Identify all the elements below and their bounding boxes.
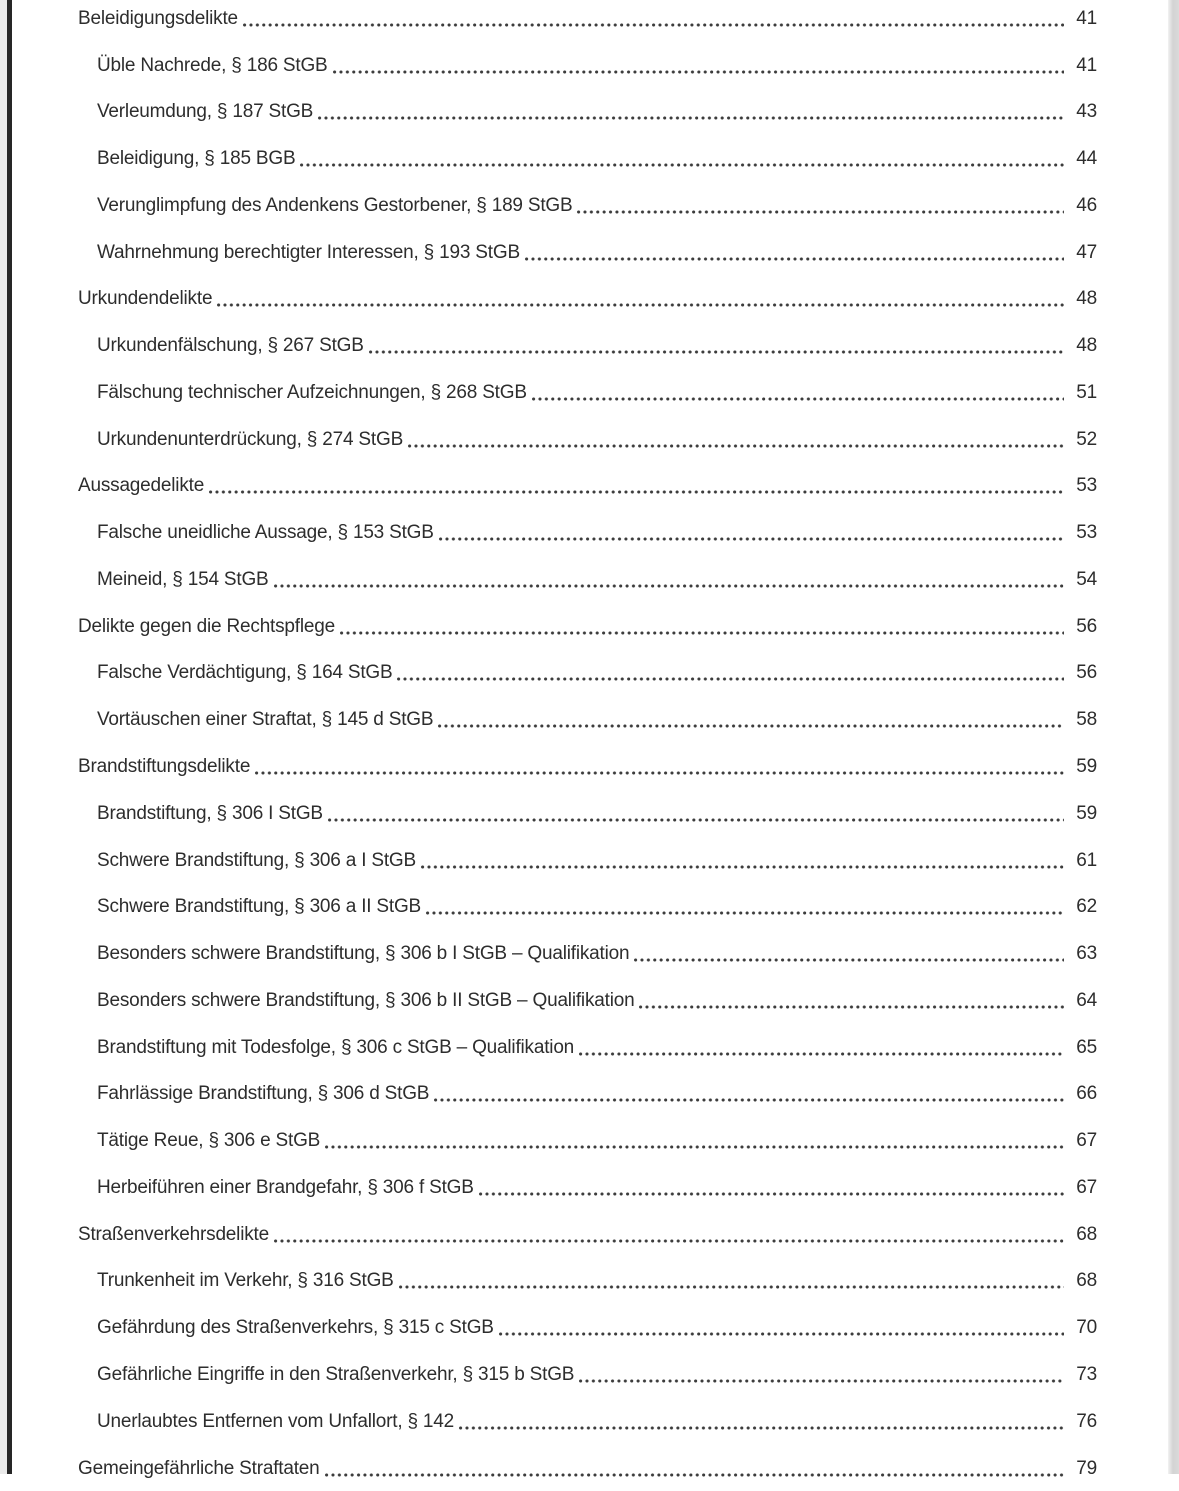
toc-entry-label: Üble Nachrede, § 186 StGB xyxy=(97,54,328,76)
toc-entry-page-number: 64 xyxy=(1076,989,1097,1011)
toc-entry-page-number: 46 xyxy=(1076,194,1097,216)
toc-entry-page-number: 68 xyxy=(1076,1223,1097,1245)
toc-entry-label: Falsche Verdächtigung, § 164 StGB xyxy=(97,662,393,684)
toc-entry-page-number: 54 xyxy=(1076,568,1097,590)
toc-entry[interactable] xyxy=(78,789,1097,836)
toc-entry[interactable] xyxy=(78,1397,1097,1444)
dot-leader xyxy=(333,70,1064,74)
toc-entry[interactable] xyxy=(78,1444,1097,1491)
toc-entry-label: Urkundenfälschung, § 267 StGB xyxy=(97,335,364,357)
toc-entry-label: Trunkenheit im Verkehr, § 316 StGB xyxy=(97,1270,394,1292)
toc-entry-label: Straßenverkehrsdelikte xyxy=(78,1223,269,1245)
dot-leader xyxy=(525,257,1064,261)
dot-leader xyxy=(325,1145,1064,1149)
toc-entry-page-number: 56 xyxy=(1076,662,1097,684)
toc-entry[interactable] xyxy=(78,508,1097,555)
toc-entry-page-number: 68 xyxy=(1076,1270,1097,1292)
toc-entry-label: Brandstiftung, § 306 I StGB xyxy=(97,802,323,824)
dot-leader xyxy=(499,1332,1064,1336)
scrollbar-track[interactable] xyxy=(1168,0,1179,1474)
toc-entry-label: Schwere Brandstiftung, § 306 a I StGB xyxy=(97,849,416,871)
toc-entry-page-number: 59 xyxy=(1076,756,1097,778)
toc-entry[interactable] xyxy=(78,1210,1097,1257)
toc-entry-page-number: 65 xyxy=(1076,1036,1097,1058)
toc-entry[interactable] xyxy=(78,976,1097,1023)
toc-entry-page-number: 47 xyxy=(1076,241,1097,263)
toc-entry-label: Verleumdung, § 187 StGB xyxy=(97,101,314,123)
toc-entry[interactable] xyxy=(78,1350,1097,1397)
toc-entry[interactable] xyxy=(78,228,1097,275)
dot-leader xyxy=(217,303,1064,307)
toc-entry-label: Brandstiftungsdelikte xyxy=(78,756,251,778)
toc-entry[interactable] xyxy=(78,321,1097,368)
dot-leader xyxy=(328,818,1064,822)
toc-entry-page-number: 53 xyxy=(1076,475,1097,497)
toc-entry-page-number: 79 xyxy=(1076,1457,1097,1479)
toc-entry[interactable] xyxy=(78,415,1097,462)
toc-entry-label: Wahrnehmung berechtigter Interessen, § 193 StGB xyxy=(97,241,520,263)
toc-entry[interactable] xyxy=(78,368,1097,415)
dot-leader xyxy=(459,1426,1064,1430)
dot-leader xyxy=(209,490,1064,494)
dot-leader xyxy=(369,350,1064,354)
dot-leader xyxy=(408,444,1064,448)
toc-entry-page-number: 41 xyxy=(1076,7,1097,29)
toc-entry-page-number: 53 xyxy=(1076,522,1097,544)
dot-leader xyxy=(325,1473,1064,1477)
toc-entry-label: Urkundenunterdrückung, § 274 StGB xyxy=(97,428,404,450)
page-edge-border xyxy=(7,0,12,1474)
toc-entry-label: Herbeiführen einer Brandgefahr, § 306 f StGB xyxy=(97,1176,474,1198)
toc-entry-label: Gefährliche Eingriffe in den Straßenverkehr, § 315 b StGB xyxy=(97,1363,575,1385)
toc-entry[interactable] xyxy=(78,1070,1097,1117)
dot-leader xyxy=(434,1098,1064,1102)
dot-leader xyxy=(438,724,1064,728)
toc-entry[interactable] xyxy=(78,275,1097,322)
toc-entry[interactable] xyxy=(78,883,1097,930)
toc-entry[interactable] xyxy=(78,0,1097,41)
toc-entry-page-number: 52 xyxy=(1076,428,1097,450)
dot-leader xyxy=(634,958,1064,962)
toc-entry[interactable] xyxy=(78,1116,1097,1163)
toc-entry-page-number: 63 xyxy=(1076,943,1097,965)
toc-entry-page-number: 58 xyxy=(1076,709,1097,731)
toc-entry-label: Beleidigung, § 185 BGB xyxy=(97,148,296,170)
toc-entry-page-number: 76 xyxy=(1076,1410,1097,1432)
toc-entry[interactable] xyxy=(78,462,1097,509)
toc-entry-label: Besonders schwere Brandstiftung, § 306 b II StGB – Qualifikation xyxy=(97,989,635,1011)
dot-leader xyxy=(426,911,1064,915)
toc-entry[interactable] xyxy=(78,836,1097,883)
dot-leader xyxy=(579,1379,1064,1383)
toc-entry-label: Falsche uneidliche Aussage, § 153 StGB xyxy=(97,522,434,544)
toc-entry-page-number: 51 xyxy=(1076,381,1097,403)
dot-leader xyxy=(300,163,1064,167)
dot-leader xyxy=(318,116,1064,120)
toc-entry-page-number: 66 xyxy=(1076,1083,1097,1105)
toc-entry-page-number: 62 xyxy=(1076,896,1097,918)
dot-leader xyxy=(274,584,1064,588)
toc-entry-label: Fahrlässige Brandstiftung, § 306 d StGB xyxy=(97,1083,430,1105)
toc-entry-label: Aussagedelikte xyxy=(78,475,205,497)
toc-entry-label: Meineid, § 154 StGB xyxy=(97,568,269,590)
toc-entry-label: Tätige Reue, § 306 e StGB xyxy=(97,1130,321,1152)
toc-entry-label: Besonders schwere Brandstiftung, § 306 b I StGB – Qualifikation xyxy=(97,943,630,965)
toc-entry[interactable] xyxy=(78,555,1097,602)
toc-entry-label: Fälschung technischer Aufzeichnungen, § 268 StGB xyxy=(97,381,527,403)
toc-entry-label: Delikte gegen die Rechtspflege xyxy=(78,615,336,637)
toc-entry-page-number: 41 xyxy=(1076,54,1097,76)
toc-entry[interactable] xyxy=(78,41,1097,88)
toc-entry-label: Brandstiftung mit Todesfolge, § 306 c StGB – Qualifikation xyxy=(97,1036,575,1058)
toc-entry-page-number: 67 xyxy=(1076,1176,1097,1198)
toc-entry-label: Urkundendelikte xyxy=(78,288,213,310)
window-gutter xyxy=(0,0,7,1474)
toc-entry[interactable] xyxy=(78,1163,1097,1210)
dot-leader xyxy=(243,23,1064,27)
toc-entry-label: Beleidigungsdelikte xyxy=(78,7,238,29)
toc-entry-label: Gemeingefährliche Straftaten xyxy=(78,1457,320,1479)
toc-entry-label: Vortäuschen einer Straftat, § 145 d StGB xyxy=(97,709,434,731)
toc-entry-label: Unerlaubtes Entfernen vom Unfallort, § 142 xyxy=(97,1410,455,1432)
toc-entry[interactable] xyxy=(78,695,1097,742)
dot-leader xyxy=(340,631,1064,635)
toc-entry-page-number: 56 xyxy=(1076,615,1097,637)
toc-entry[interactable] xyxy=(78,181,1097,228)
toc-entry-page-number: 61 xyxy=(1076,849,1097,871)
toc-entry[interactable] xyxy=(78,649,1097,696)
dot-leader xyxy=(399,1285,1064,1289)
toc-entry[interactable] xyxy=(78,88,1097,135)
dot-leader xyxy=(577,210,1064,214)
dot-leader xyxy=(255,771,1064,775)
toc-entry-page-number: 48 xyxy=(1076,288,1097,310)
toc-entry-page-number: 48 xyxy=(1076,335,1097,357)
dot-leader xyxy=(439,537,1064,541)
toc-entry-page-number: 59 xyxy=(1076,802,1097,824)
toc-entry[interactable] xyxy=(78,1257,1097,1304)
dot-leader xyxy=(274,1239,1064,1243)
dot-leader xyxy=(579,1052,1064,1056)
toc-entry-label: Schwere Brandstiftung, § 306 a II StGB xyxy=(97,896,422,918)
dot-leader xyxy=(397,677,1064,681)
toc-entry-label: Gefährdung des Straßenverkehrs, § 315 c StGB xyxy=(97,1317,494,1339)
dot-leader xyxy=(479,1192,1064,1196)
toc-entry[interactable] xyxy=(78,929,1097,976)
toc-entry-label: Verunglimpfung des Andenkens Gestorbener, § 189 StGB xyxy=(97,194,573,216)
toc-list xyxy=(78,0,1097,1491)
toc-entry[interactable] xyxy=(78,134,1097,181)
dot-leader xyxy=(421,865,1064,869)
toc-entry-page-number: 73 xyxy=(1076,1363,1097,1385)
toc-entry-page-number: 70 xyxy=(1076,1317,1097,1339)
toc-entry[interactable] xyxy=(78,1023,1097,1070)
toc-entry-page-number: 43 xyxy=(1076,101,1097,123)
dot-leader xyxy=(532,397,1064,401)
toc-entry-page-number: 67 xyxy=(1076,1130,1097,1152)
toc-entry[interactable] xyxy=(78,1303,1097,1350)
toc-entry-page-number: 44 xyxy=(1076,148,1097,170)
toc-entry[interactable] xyxy=(78,742,1097,789)
toc-entry[interactable] xyxy=(78,602,1097,649)
dot-leader xyxy=(639,1005,1064,1009)
